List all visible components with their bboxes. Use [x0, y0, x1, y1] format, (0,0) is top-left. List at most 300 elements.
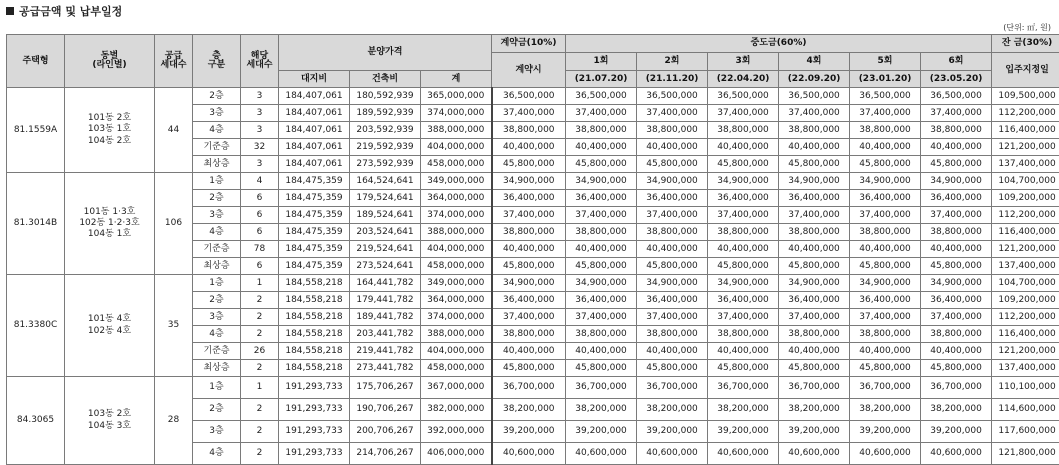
middle-payment-3-cell: 36,700,000: [708, 377, 779, 399]
middle-payment-3-cell: 45,800,000: [708, 258, 779, 275]
middle-payment-6-cell: 36,400,000: [921, 292, 992, 309]
middle-payment-3-cell: 36,400,000: [708, 190, 779, 207]
price-schedule-table: [6, 34, 1059, 465]
applicable-units-cell: 3: [241, 105, 279, 122]
middle-payment-4-cell: 38,800,000: [779, 122, 850, 139]
land-price-cell: 184,558,218: [279, 360, 350, 377]
middle-payment-1-cell: 38,800,000: [566, 326, 637, 343]
floor-cell: 2층: [193, 88, 241, 105]
middle-payment-4-cell: 38,200,000: [779, 399, 850, 421]
floor-cell: 4층: [193, 224, 241, 241]
floor-cell: 기준층: [193, 343, 241, 360]
building-price-cell: 179,524,641: [350, 190, 421, 207]
middle-payment-6-cell: 39,200,000: [921, 421, 992, 443]
middle-payment-1-cell: 36,400,000: [566, 190, 637, 207]
building-price-cell: 164,441,782: [350, 275, 421, 292]
unit-note: (단위: ㎡, 원): [1003, 22, 1051, 33]
total-price-cell: 367,000,000: [421, 377, 492, 399]
header-applicable: 해당 세대수: [241, 35, 279, 88]
middle-payment-5-cell: 37,400,000: [850, 207, 921, 224]
balance-payment-cell: 116,400,000: [992, 122, 1059, 139]
header-installment-2-date: (21.11.20): [637, 71, 708, 88]
dong-line: 103동 2호: [65, 409, 154, 420]
balance-payment-cell: 116,400,000: [992, 326, 1059, 343]
header-total: 계: [421, 71, 492, 88]
floor-cell: 2층: [193, 292, 241, 309]
middle-payment-4-cell: 40,600,000: [779, 443, 850, 465]
middle-payment-5-cell: 37,400,000: [850, 309, 921, 326]
unit-type-cell: 81.3014B: [7, 173, 65, 275]
building-price-cell: 273,592,939: [350, 156, 421, 173]
middle-payment-4-cell: 40,400,000: [779, 241, 850, 258]
building-price-cell: 219,592,939: [350, 139, 421, 156]
header-dong: 동별 (라인별): [65, 35, 155, 88]
middle-payment-4-cell: 45,800,000: [779, 258, 850, 275]
building-price-cell: 175,706,267: [350, 377, 421, 399]
contract-payment-cell: 38,800,000: [492, 326, 566, 343]
balance-payment-cell: 121,200,000: [992, 241, 1059, 258]
building-price-cell: 164,524,641: [350, 173, 421, 190]
middle-payment-3-cell: 36,400,000: [708, 292, 779, 309]
header-building: 건축비: [350, 71, 421, 88]
dong-line: 104동 1호: [65, 229, 154, 240]
contract-payment-cell: 36,400,000: [492, 190, 566, 207]
header-installment-6-date: (23.05.20): [921, 71, 992, 88]
middle-payment-4-cell: 34,900,000: [779, 275, 850, 292]
building-price-cell: 203,524,641: [350, 224, 421, 241]
applicable-units-cell: 6: [241, 207, 279, 224]
middle-payment-5-cell: 40,400,000: [850, 241, 921, 258]
middle-payment-1-cell: 36,700,000: [566, 377, 637, 399]
middle-payment-2-cell: 36,700,000: [637, 377, 708, 399]
supply-count-cell: 106: [155, 173, 193, 275]
floor-cell: 4층: [193, 443, 241, 465]
applicable-units-cell: 6: [241, 224, 279, 241]
middle-payment-1-cell: 40,600,000: [566, 443, 637, 465]
total-price-cell: 388,000,000: [421, 224, 492, 241]
table-row: [7, 88, 1059, 105]
middle-payment-2-cell: 40,400,000: [637, 139, 708, 156]
middle-payment-3-cell: 38,800,000: [708, 122, 779, 139]
header-installment-1-date: (21.07.20): [566, 71, 637, 88]
total-price-cell: 364,000,000: [421, 190, 492, 207]
middle-payment-1-cell: 37,400,000: [566, 207, 637, 224]
building-price-cell: 190,706,267: [350, 399, 421, 421]
land-price-cell: 191,293,733: [279, 421, 350, 443]
table-row: [7, 275, 1059, 292]
building-price-cell: 189,524,641: [350, 207, 421, 224]
contract-payment-cell: 37,400,000: [492, 207, 566, 224]
header-balance-when: 입주지정일: [992, 53, 1059, 88]
table-row: [7, 173, 1059, 190]
dong-line: 101동 1·3호: [65, 207, 154, 218]
contract-payment-cell: 37,400,000: [492, 105, 566, 122]
middle-payment-3-cell: 38,800,000: [708, 224, 779, 241]
table-header: [7, 35, 1059, 88]
supply-count-cell: 28: [155, 377, 193, 465]
land-price-cell: 184,558,218: [279, 292, 350, 309]
middle-payment-6-cell: 45,800,000: [921, 360, 992, 377]
land-price-cell: 184,558,218: [279, 309, 350, 326]
contract-payment-cell: 34,900,000: [492, 173, 566, 190]
applicable-units-cell: 2: [241, 421, 279, 443]
supply-count-cell: 35: [155, 275, 193, 377]
balance-payment-cell: 121,800,000: [992, 443, 1059, 465]
header-installment-5: 5회: [850, 53, 921, 71]
building-price-cell: 180,592,939: [350, 88, 421, 105]
middle-payment-6-cell: 40,600,000: [921, 443, 992, 465]
applicable-units-cell: 26: [241, 343, 279, 360]
applicable-units-cell: 32: [241, 139, 279, 156]
middle-payment-3-cell: 37,400,000: [708, 309, 779, 326]
floor-cell: 4층: [193, 326, 241, 343]
middle-payment-5-cell: 38,200,000: [850, 399, 921, 421]
header-installment-4: 4회: [779, 53, 850, 71]
floor-cell: 3층: [193, 309, 241, 326]
contract-payment-cell: 40,400,000: [492, 241, 566, 258]
middle-payment-5-cell: 34,900,000: [850, 275, 921, 292]
header-type: 주택형: [7, 35, 65, 88]
total-price-cell: 364,000,000: [421, 292, 492, 309]
middle-payment-6-cell: 37,400,000: [921, 309, 992, 326]
land-price-cell: 191,293,733: [279, 377, 350, 399]
middle-payment-4-cell: 45,800,000: [779, 156, 850, 173]
middle-payment-6-cell: 45,800,000: [921, 156, 992, 173]
applicable-units-cell: 3: [241, 122, 279, 139]
middle-payment-3-cell: 38,800,000: [708, 326, 779, 343]
middle-payment-4-cell: 36,400,000: [779, 190, 850, 207]
total-price-cell: 406,000,000: [421, 443, 492, 465]
building-price-cell: 189,592,939: [350, 105, 421, 122]
land-price-cell: 184,558,218: [279, 326, 350, 343]
dong-line: 102동 1·2·3호: [65, 218, 154, 229]
land-price-cell: 191,293,733: [279, 443, 350, 465]
contract-payment-cell: 36,500,000: [492, 88, 566, 105]
middle-payment-1-cell: 40,400,000: [566, 343, 637, 360]
dong-line: 104동 3호: [65, 421, 154, 432]
header-installment-4-date: (22.09.20): [779, 71, 850, 88]
middle-payment-6-cell: 36,700,000: [921, 377, 992, 399]
middle-payment-1-cell: 45,800,000: [566, 258, 637, 275]
floor-cell: 최상층: [193, 258, 241, 275]
land-price-cell: 184,475,359: [279, 190, 350, 207]
middle-payment-2-cell: 38,200,000: [637, 399, 708, 421]
building-price-cell: 179,441,782: [350, 292, 421, 309]
contract-payment-cell: 45,800,000: [492, 360, 566, 377]
header-installment-3: 3회: [708, 53, 779, 71]
applicable-units-cell: 2: [241, 292, 279, 309]
middle-payment-1-cell: 38,800,000: [566, 224, 637, 241]
applicable-units-cell: 6: [241, 258, 279, 275]
dong-line-cell: [65, 275, 155, 377]
contract-payment-cell: 40,600,000: [492, 443, 566, 465]
building-price-cell: 219,441,782: [350, 343, 421, 360]
header-floor: 층 구분: [193, 35, 241, 88]
floor-cell: 최상층: [193, 156, 241, 173]
middle-payment-4-cell: 37,400,000: [779, 105, 850, 122]
middle-payment-3-cell: 40,600,000: [708, 443, 779, 465]
middle-payment-5-cell: 40,600,000: [850, 443, 921, 465]
balance-payment-cell: 112,200,000: [992, 309, 1059, 326]
middle-payment-3-cell: 37,400,000: [708, 105, 779, 122]
middle-payment-4-cell: 40,400,000: [779, 343, 850, 360]
applicable-units-cell: 1: [241, 275, 279, 292]
middle-payment-5-cell: 38,800,000: [850, 224, 921, 241]
middle-payment-4-cell: 36,700,000: [779, 377, 850, 399]
middle-payment-2-cell: 39,200,000: [637, 421, 708, 443]
unit-type-cell: 81.1559A: [7, 88, 65, 173]
floor-cell: 4층: [193, 122, 241, 139]
supply-count-cell: 44: [155, 88, 193, 173]
applicable-units-cell: 1: [241, 377, 279, 399]
header-land: 대지비: [279, 71, 350, 88]
total-price-cell: 382,000,000: [421, 399, 492, 421]
middle-payment-2-cell: 38,800,000: [637, 326, 708, 343]
middle-payment-5-cell: 40,400,000: [850, 139, 921, 156]
middle-payment-5-cell: 38,800,000: [850, 122, 921, 139]
land-price-cell: 184,407,061: [279, 156, 350, 173]
middle-payment-3-cell: 34,900,000: [708, 275, 779, 292]
total-price-cell: 349,000,000: [421, 275, 492, 292]
middle-payment-2-cell: 36,400,000: [637, 292, 708, 309]
middle-payment-2-cell: 45,800,000: [637, 156, 708, 173]
land-price-cell: 184,407,061: [279, 139, 350, 156]
middle-payment-4-cell: 37,400,000: [779, 207, 850, 224]
applicable-units-cell: 6: [241, 190, 279, 207]
middle-payment-1-cell: 38,200,000: [566, 399, 637, 421]
building-price-cell: 273,441,782: [350, 360, 421, 377]
balance-payment-cell: 121,200,000: [992, 343, 1059, 360]
middle-payment-6-cell: 45,800,000: [921, 258, 992, 275]
balance-payment-cell: 137,400,000: [992, 156, 1059, 173]
land-price-cell: 184,475,359: [279, 224, 350, 241]
middle-payment-2-cell: 36,500,000: [637, 88, 708, 105]
middle-payment-1-cell: 40,400,000: [566, 139, 637, 156]
dong-line: 101동 4호: [65, 314, 154, 325]
middle-payment-6-cell: 40,400,000: [921, 241, 992, 258]
dong-line-cell: [65, 173, 155, 275]
contract-payment-cell: 38,800,000: [492, 122, 566, 139]
balance-payment-cell: 110,100,000: [992, 377, 1059, 399]
land-price-cell: 184,475,359: [279, 258, 350, 275]
building-price-cell: 214,706,267: [350, 443, 421, 465]
total-price-cell: 458,000,000: [421, 258, 492, 275]
contract-payment-cell: 36,700,000: [492, 377, 566, 399]
middle-payment-2-cell: 34,900,000: [637, 275, 708, 292]
middle-payment-1-cell: 40,400,000: [566, 241, 637, 258]
land-price-cell: 184,558,218: [279, 343, 350, 360]
middle-payment-4-cell: 40,400,000: [779, 139, 850, 156]
balance-payment-cell: 117,600,000: [992, 421, 1059, 443]
middle-payment-1-cell: 39,200,000: [566, 421, 637, 443]
balance-payment-cell: 121,200,000: [992, 139, 1059, 156]
middle-payment-1-cell: 34,900,000: [566, 275, 637, 292]
middle-payment-3-cell: 40,400,000: [708, 139, 779, 156]
middle-payment-2-cell: 40,400,000: [637, 343, 708, 360]
total-price-cell: 374,000,000: [421, 207, 492, 224]
floor-cell: 3층: [193, 421, 241, 443]
total-price-cell: 374,000,000: [421, 309, 492, 326]
header-balance: 잔 금(30%): [992, 35, 1059, 53]
middle-payment-6-cell: 38,200,000: [921, 399, 992, 421]
total-price-cell: 349,000,000: [421, 173, 492, 190]
total-price-cell: 458,000,000: [421, 360, 492, 377]
middle-payment-3-cell: 39,200,000: [708, 421, 779, 443]
contract-payment-cell: 36,400,000: [492, 292, 566, 309]
middle-payment-6-cell: 38,800,000: [921, 122, 992, 139]
land-price-cell: 184,407,061: [279, 88, 350, 105]
middle-payment-4-cell: 38,800,000: [779, 224, 850, 241]
middle-payment-5-cell: 45,800,000: [850, 360, 921, 377]
contract-payment-cell: 37,400,000: [492, 309, 566, 326]
floor-cell: 최상층: [193, 360, 241, 377]
total-price-cell: 404,000,000: [421, 139, 492, 156]
applicable-units-cell: 3: [241, 88, 279, 105]
middle-payment-5-cell: 37,400,000: [850, 105, 921, 122]
table-row: [7, 377, 1059, 399]
applicable-units-cell: 2: [241, 326, 279, 343]
floor-cell: 3층: [193, 105, 241, 122]
middle-payment-6-cell: 36,500,000: [921, 88, 992, 105]
total-price-cell: 404,000,000: [421, 241, 492, 258]
middle-payment-5-cell: 38,800,000: [850, 326, 921, 343]
header-contract-when: 계약시: [492, 53, 566, 88]
middle-payment-2-cell: 37,400,000: [637, 207, 708, 224]
middle-payment-4-cell: 38,800,000: [779, 326, 850, 343]
land-price-cell: 184,475,359: [279, 207, 350, 224]
middle-payment-5-cell: 45,800,000: [850, 156, 921, 173]
dong-line: 104동 2호: [65, 136, 154, 147]
floor-cell: 1층: [193, 275, 241, 292]
balance-payment-cell: 116,400,000: [992, 224, 1059, 241]
contract-payment-cell: 38,800,000: [492, 224, 566, 241]
middle-payment-1-cell: 36,400,000: [566, 292, 637, 309]
applicable-units-cell: 4: [241, 173, 279, 190]
middle-payment-2-cell: 37,400,000: [637, 309, 708, 326]
applicable-units-cell: 2: [241, 309, 279, 326]
land-price-cell: 184,475,359: [279, 173, 350, 190]
middle-payment-1-cell: 37,400,000: [566, 309, 637, 326]
middle-payment-6-cell: 40,400,000: [921, 139, 992, 156]
total-price-cell: 388,000,000: [421, 122, 492, 139]
total-price-cell: 458,000,000: [421, 156, 492, 173]
contract-payment-cell: 39,200,000: [492, 421, 566, 443]
middle-payment-6-cell: 38,800,000: [921, 224, 992, 241]
floor-cell: 2층: [193, 399, 241, 421]
middle-payment-6-cell: 38,800,000: [921, 326, 992, 343]
balance-payment-cell: 104,700,000: [992, 173, 1059, 190]
middle-payment-2-cell: 40,600,000: [637, 443, 708, 465]
floor-cell: 기준층: [193, 241, 241, 258]
middle-payment-1-cell: 38,800,000: [566, 122, 637, 139]
floor-cell: 3층: [193, 207, 241, 224]
section-title-text: 공급금액 및 납부일정: [19, 3, 122, 19]
header-installment-2: 2회: [637, 53, 708, 71]
middle-payment-2-cell: 40,400,000: [637, 241, 708, 258]
applicable-units-cell: 2: [241, 399, 279, 421]
middle-payment-1-cell: 36,500,000: [566, 88, 637, 105]
building-price-cell: 203,441,782: [350, 326, 421, 343]
middle-payment-6-cell: 40,400,000: [921, 343, 992, 360]
middle-payment-5-cell: 36,500,000: [850, 88, 921, 105]
middle-payment-3-cell: 36,500,000: [708, 88, 779, 105]
land-price-cell: 191,293,733: [279, 399, 350, 421]
contract-payment-cell: 34,900,000: [492, 275, 566, 292]
header-contract: 계약금(10%): [492, 35, 566, 53]
middle-payment-6-cell: 37,400,000: [921, 207, 992, 224]
header-installment-6: 6회: [921, 53, 992, 71]
middle-payment-1-cell: 37,400,000: [566, 105, 637, 122]
middle-payment-3-cell: 40,400,000: [708, 241, 779, 258]
middle-payment-3-cell: 45,800,000: [708, 360, 779, 377]
dong-line-cell: [65, 377, 155, 465]
land-price-cell: 184,475,359: [279, 241, 350, 258]
applicable-units-cell: 2: [241, 360, 279, 377]
building-price-cell: 219,524,641: [350, 241, 421, 258]
middle-payment-6-cell: 36,400,000: [921, 190, 992, 207]
balance-payment-cell: 104,700,000: [992, 275, 1059, 292]
middle-payment-2-cell: 38,800,000: [637, 122, 708, 139]
applicable-units-cell: 78: [241, 241, 279, 258]
total-price-cell: 374,000,000: [421, 105, 492, 122]
middle-payment-2-cell: 45,800,000: [637, 360, 708, 377]
contract-payment-cell: 45,800,000: [492, 258, 566, 275]
dong-line-cell: [65, 88, 155, 173]
middle-payment-2-cell: 38,800,000: [637, 224, 708, 241]
middle-payment-5-cell: 40,400,000: [850, 343, 921, 360]
middle-payment-5-cell: 45,800,000: [850, 258, 921, 275]
middle-payment-1-cell: 45,800,000: [566, 360, 637, 377]
header-supply: 공급 세대수: [155, 35, 193, 88]
middle-payment-3-cell: 38,200,000: [708, 399, 779, 421]
middle-payment-6-cell: 37,400,000: [921, 105, 992, 122]
header-installment-1: 1회: [566, 53, 637, 71]
floor-cell: 1층: [193, 377, 241, 399]
floor-cell: 1층: [193, 173, 241, 190]
total-price-cell: 388,000,000: [421, 326, 492, 343]
middle-payment-4-cell: 36,500,000: [779, 88, 850, 105]
middle-payment-5-cell: 36,400,000: [850, 190, 921, 207]
dong-line: 101동 2호: [65, 113, 154, 124]
header-installment-3-date: (22.04.20): [708, 71, 779, 88]
floor-cell: 2층: [193, 190, 241, 207]
building-price-cell: 203,592,939: [350, 122, 421, 139]
middle-payment-4-cell: 34,900,000: [779, 173, 850, 190]
middle-payment-1-cell: 45,800,000: [566, 156, 637, 173]
header-sale-price: 분양가격: [279, 35, 492, 71]
middle-payment-1-cell: 34,900,000: [566, 173, 637, 190]
total-price-cell: 404,000,000: [421, 343, 492, 360]
balance-payment-cell: 137,400,000: [992, 360, 1059, 377]
applicable-units-cell: 2: [241, 443, 279, 465]
middle-payment-3-cell: 37,400,000: [708, 207, 779, 224]
balance-payment-cell: 112,200,000: [992, 207, 1059, 224]
dong-line: 102동 4호: [65, 326, 154, 337]
middle-payment-3-cell: 34,900,000: [708, 173, 779, 190]
middle-payment-4-cell: 37,400,000: [779, 309, 850, 326]
middle-payment-4-cell: 39,200,000: [779, 421, 850, 443]
middle-payment-2-cell: 45,800,000: [637, 258, 708, 275]
balance-payment-cell: 109,200,000: [992, 292, 1059, 309]
middle-payment-3-cell: 45,800,000: [708, 156, 779, 173]
middle-payment-5-cell: 36,700,000: [850, 377, 921, 399]
middle-payment-4-cell: 45,800,000: [779, 360, 850, 377]
total-price-cell: 392,000,000: [421, 421, 492, 443]
floor-cell: 기준층: [193, 139, 241, 156]
middle-payment-6-cell: 34,900,000: [921, 173, 992, 190]
contract-payment-cell: 40,400,000: [492, 343, 566, 360]
dong-line: 103동 1호: [65, 124, 154, 135]
